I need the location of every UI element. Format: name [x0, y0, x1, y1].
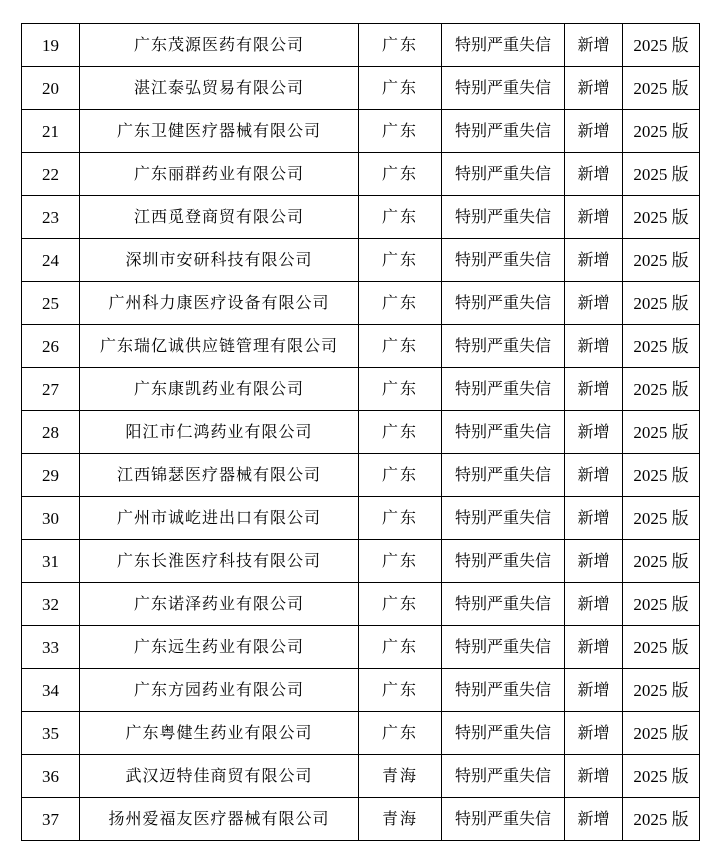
status-cell: 新增 [565, 196, 623, 239]
status-cell: 新增 [565, 239, 623, 282]
company-name-cell: 江西锦瑟医疗器械有限公司 [80, 454, 359, 497]
table-row [22, 755, 700, 798]
row-number-cell: 27 [22, 368, 80, 411]
status-cell: 新增 [565, 669, 623, 712]
province-cell: 广东 [359, 540, 442, 583]
version-cell: 2025 版 [623, 24, 700, 67]
version-cell: 2025 版 [623, 497, 700, 540]
province-cell: 广东 [359, 153, 442, 196]
company-name-cell: 扬州爱福友医疗器械有限公司 [80, 798, 359, 841]
province-cell: 广东 [359, 196, 442, 239]
table-body [22, 24, 700, 841]
table-row [22, 110, 700, 153]
credit-level-cell: 特别严重失信 [442, 67, 565, 110]
row-number-cell: 34 [22, 669, 80, 712]
company-name-cell: 广东卫健医疗器械有限公司 [80, 110, 359, 153]
table-row [22, 282, 700, 325]
table-row [22, 497, 700, 540]
version-cell: 2025 版 [623, 153, 700, 196]
version-cell: 2025 版 [623, 755, 700, 798]
status-cell: 新增 [565, 325, 623, 368]
version-cell: 2025 版 [623, 368, 700, 411]
province-cell: 广东 [359, 325, 442, 368]
province-cell: 广东 [359, 24, 442, 67]
table-row [22, 454, 700, 497]
company-name-cell: 江西觅登商贸有限公司 [80, 196, 359, 239]
row-number-cell: 36 [22, 755, 80, 798]
company-name-cell: 广东方园药业有限公司 [80, 669, 359, 712]
version-cell: 2025 版 [623, 540, 700, 583]
company-name-cell: 广东丽群药业有限公司 [80, 153, 359, 196]
table-row [22, 669, 700, 712]
version-cell: 2025 版 [623, 454, 700, 497]
row-number-cell: 19 [22, 24, 80, 67]
province-cell: 广东 [359, 712, 442, 755]
province-cell: 广东 [359, 110, 442, 153]
version-cell: 2025 版 [623, 798, 700, 841]
table-row [22, 196, 700, 239]
status-cell: 新增 [565, 583, 623, 626]
table-row [22, 411, 700, 454]
company-name-cell: 广东瑞亿诚供应链管理有限公司 [80, 325, 359, 368]
status-cell: 新增 [565, 798, 623, 841]
credit-level-cell: 特别严重失信 [442, 497, 565, 540]
status-cell: 新增 [565, 67, 623, 110]
credit-level-cell: 特别严重失信 [442, 24, 565, 67]
province-cell: 广东 [359, 583, 442, 626]
table-row [22, 798, 700, 841]
row-number-cell: 20 [22, 67, 80, 110]
status-cell: 新增 [565, 497, 623, 540]
version-cell: 2025 版 [623, 196, 700, 239]
credit-level-cell: 特别严重失信 [442, 755, 565, 798]
province-cell: 青海 [359, 755, 442, 798]
credit-level-cell: 特别严重失信 [442, 153, 565, 196]
version-cell: 2025 版 [623, 583, 700, 626]
company-name-cell: 广州科力康医疗设备有限公司 [80, 282, 359, 325]
company-name-cell: 广东茂源医药有限公司 [80, 24, 359, 67]
province-cell: 广东 [359, 411, 442, 454]
status-cell: 新增 [565, 282, 623, 325]
row-number-cell: 35 [22, 712, 80, 755]
province-cell: 广东 [359, 282, 442, 325]
credit-level-cell: 特别严重失信 [442, 196, 565, 239]
status-cell: 新增 [565, 454, 623, 497]
province-cell: 广东 [359, 368, 442, 411]
company-name-cell: 广东康凯药业有限公司 [80, 368, 359, 411]
row-number-cell: 21 [22, 110, 80, 153]
version-cell: 2025 版 [623, 325, 700, 368]
status-cell: 新增 [565, 153, 623, 196]
version-cell: 2025 版 [623, 669, 700, 712]
province-cell: 广东 [359, 626, 442, 669]
credit-level-cell: 特别严重失信 [442, 540, 565, 583]
province-cell: 广东 [359, 239, 442, 282]
company-name-cell: 广东诺泽药业有限公司 [80, 583, 359, 626]
credit-level-cell: 特别严重失信 [442, 583, 565, 626]
row-number-cell: 29 [22, 454, 80, 497]
row-number-cell: 33 [22, 626, 80, 669]
version-cell: 2025 版 [623, 282, 700, 325]
row-number-cell: 32 [22, 583, 80, 626]
version-cell: 2025 版 [623, 626, 700, 669]
company-name-cell: 湛江泰弘贸易有限公司 [80, 67, 359, 110]
version-cell: 2025 版 [623, 239, 700, 282]
company-name-cell: 广东长淮医疗科技有限公司 [80, 540, 359, 583]
row-number-cell: 26 [22, 325, 80, 368]
version-cell: 2025 版 [623, 67, 700, 110]
company-name-cell: 阳江市仁鸿药业有限公司 [80, 411, 359, 454]
province-cell: 青海 [359, 798, 442, 841]
table-row [22, 67, 700, 110]
credit-level-cell: 特别严重失信 [442, 110, 565, 153]
credit-level-cell: 特别严重失信 [442, 411, 565, 454]
table-row [22, 626, 700, 669]
row-number-cell: 22 [22, 153, 80, 196]
credit-level-cell: 特别严重失信 [442, 325, 565, 368]
status-cell: 新增 [565, 712, 623, 755]
version-cell: 2025 版 [623, 411, 700, 454]
status-cell: 新增 [565, 110, 623, 153]
credit-level-cell: 特别严重失信 [442, 626, 565, 669]
row-number-cell: 31 [22, 540, 80, 583]
table-row [22, 239, 700, 282]
status-cell: 新增 [565, 411, 623, 454]
province-cell: 广东 [359, 454, 442, 497]
province-cell: 广东 [359, 497, 442, 540]
credit-level-cell: 特别严重失信 [442, 282, 565, 325]
credit-level-cell: 特别严重失信 [442, 798, 565, 841]
province-cell: 广东 [359, 67, 442, 110]
table-row [22, 712, 700, 755]
table-row [22, 24, 700, 67]
company-name-cell: 广州市诚屹进出口有限公司 [80, 497, 359, 540]
table-row [22, 583, 700, 626]
version-cell: 2025 版 [623, 110, 700, 153]
company-name-cell: 广东远生药业有限公司 [80, 626, 359, 669]
status-cell: 新增 [565, 368, 623, 411]
row-number-cell: 24 [22, 239, 80, 282]
credit-list-table [21, 23, 700, 841]
row-number-cell: 28 [22, 411, 80, 454]
status-cell: 新增 [565, 24, 623, 67]
status-cell: 新增 [565, 626, 623, 669]
company-name-cell: 武汉迈特佳商贸有限公司 [80, 755, 359, 798]
row-number-cell: 23 [22, 196, 80, 239]
table-row [22, 368, 700, 411]
credit-level-cell: 特别严重失信 [442, 669, 565, 712]
table-row [22, 325, 700, 368]
credit-level-cell: 特别严重失信 [442, 712, 565, 755]
company-name-cell: 广东粤健生药业有限公司 [80, 712, 359, 755]
row-number-cell: 37 [22, 798, 80, 841]
table-row [22, 540, 700, 583]
row-number-cell: 30 [22, 497, 80, 540]
table-row [22, 153, 700, 196]
province-cell: 广东 [359, 669, 442, 712]
company-name-cell: 深圳市安研科技有限公司 [80, 239, 359, 282]
status-cell: 新增 [565, 755, 623, 798]
version-cell: 2025 版 [623, 712, 700, 755]
credit-level-cell: 特别严重失信 [442, 368, 565, 411]
status-cell: 新增 [565, 540, 623, 583]
credit-level-cell: 特别严重失信 [442, 454, 565, 497]
row-number-cell: 25 [22, 282, 80, 325]
credit-level-cell: 特别严重失信 [442, 239, 565, 282]
